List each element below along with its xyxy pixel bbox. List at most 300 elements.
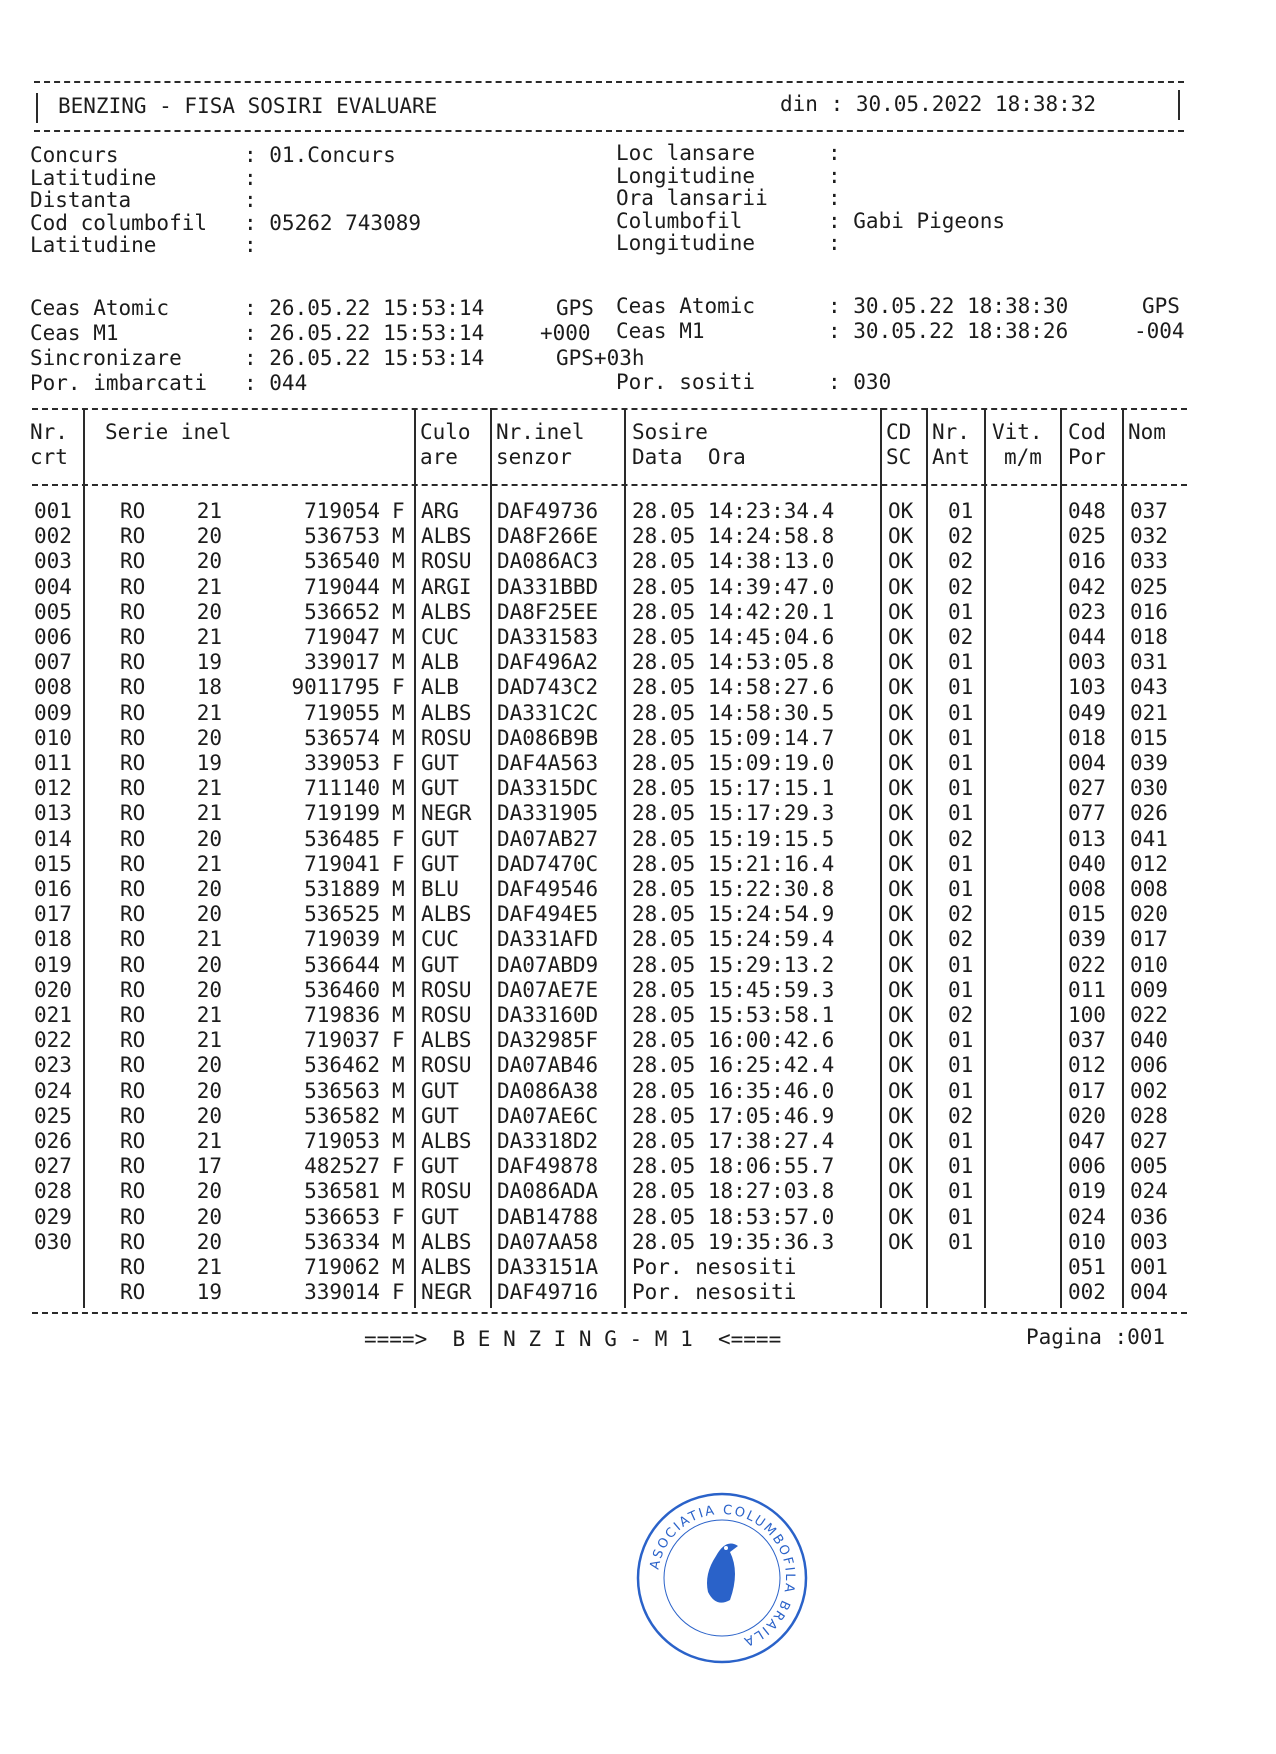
cell-year: 19 xyxy=(196,650,222,675)
clock-label: Por. sositi xyxy=(616,370,756,394)
info-label: Columbofil xyxy=(616,208,743,233)
cell-ant: 01 xyxy=(948,952,974,977)
cell-code: 020 xyxy=(1068,1103,1106,1128)
cell-nom: 032 xyxy=(1130,524,1168,549)
cell-sex: M xyxy=(392,1003,405,1027)
cell-ring: 536563 xyxy=(304,1078,380,1103)
cell-nom: 001 xyxy=(1130,1255,1168,1279)
cell-nom: 027 xyxy=(1130,1129,1168,1153)
cell-country: RO xyxy=(120,851,146,876)
table-row xyxy=(32,1179,1192,1204)
column-header-vit: m/m xyxy=(1004,445,1042,469)
info-label: Longitudine xyxy=(616,231,756,255)
cell-color: ROSU xyxy=(421,1003,472,1027)
cell-sensor: DA331905 xyxy=(497,801,599,826)
cell-cdsc: OK xyxy=(888,977,914,1002)
cell-sensor: DA086A38 xyxy=(497,1078,599,1103)
cell-code: 004 xyxy=(1068,751,1106,775)
cell-ring: 339017 xyxy=(304,650,380,675)
cell-code: 010 xyxy=(1068,1229,1106,1254)
table-row xyxy=(32,776,1192,801)
table-row xyxy=(32,675,1192,700)
cell-arrival: 28.05 15:24:54.9 xyxy=(632,902,835,927)
clock-value: : 30.05.22 18:38:26 xyxy=(828,319,1069,343)
cell-country: RO xyxy=(120,1229,146,1254)
cell-country: RO xyxy=(120,650,146,675)
cell-cdsc: OK xyxy=(888,1078,914,1103)
cell-country: RO xyxy=(120,499,146,523)
cell-country: RO xyxy=(120,549,146,574)
cell-country: RO xyxy=(120,826,146,851)
cell-nom: 022 xyxy=(1130,1003,1168,1027)
cell-color: GUT xyxy=(421,776,459,801)
cell-sex: M xyxy=(392,700,405,725)
cell-ring: 536652 xyxy=(304,599,380,624)
info-value: : xyxy=(244,233,257,257)
cell-sex: M xyxy=(392,1255,405,1279)
cell-color: ALBS xyxy=(421,1129,472,1153)
column-header-cd: CD xyxy=(886,420,912,444)
cell-sensor: DA3318D2 xyxy=(497,1129,599,1153)
cell-nom: 041 xyxy=(1130,826,1168,851)
cell-ant: 01 xyxy=(948,1204,974,1229)
cell-ring: 536644 xyxy=(304,952,380,977)
clock-value: : 26.05.22 15:53:14 xyxy=(244,346,485,370)
cell-sensor: DAF496A2 xyxy=(497,650,599,675)
clock-suffix: +000 xyxy=(540,321,591,345)
cell-nr: 030 xyxy=(34,1229,72,1254)
cell-sensor: DAB14788 xyxy=(497,1204,599,1229)
cell-ant: 01 xyxy=(948,1078,974,1103)
cell-cdsc: OK xyxy=(888,650,914,675)
cell-ant: 01 xyxy=(948,650,974,675)
cell-cdsc: OK xyxy=(888,927,914,952)
cell-sex: M xyxy=(392,549,405,574)
cell-color: ALBS xyxy=(421,700,472,725)
clock-value: : 030 xyxy=(828,370,892,394)
cell-country: RO xyxy=(120,1204,146,1229)
cell-nr: 016 xyxy=(34,877,72,901)
column-header-vit: Vit. xyxy=(992,420,1043,444)
table-row xyxy=(32,575,1192,600)
column-header-nrant: Ant xyxy=(932,445,970,469)
cell-nom: 024 xyxy=(1130,1179,1168,1204)
table-row xyxy=(32,801,1192,826)
cell-ant: 02 xyxy=(948,826,974,851)
cell-arrival: 28.05 14:45:04.6 xyxy=(632,625,835,649)
cell-arrival: 28.05 14:39:47.0 xyxy=(632,574,835,599)
cell-sex: M xyxy=(392,1103,405,1128)
cell-ant: 01 xyxy=(948,725,974,750)
cell-nr: 004 xyxy=(34,574,72,599)
cell-year: 19 xyxy=(196,751,222,775)
cell-ring: 536334 xyxy=(304,1229,380,1254)
cell-sex: M xyxy=(392,725,405,750)
cell-nr: 013 xyxy=(34,801,72,826)
cell-year: 20 xyxy=(196,599,222,624)
cell-sensor: DAF49716 xyxy=(497,1280,599,1305)
cell-arrival: 28.05 15:09:19.0 xyxy=(632,751,835,775)
cell-ant: 02 xyxy=(948,927,974,952)
cell-nr: 021 xyxy=(34,1003,72,1027)
info-label: Concurs xyxy=(30,143,119,167)
table-header-rule xyxy=(32,484,1187,486)
cell-country: RO xyxy=(120,1078,146,1103)
cell-color: ALB xyxy=(421,675,459,700)
cell-nom: 012 xyxy=(1130,851,1168,876)
cell-sensor: DA8F25EE xyxy=(497,599,599,624)
header-top-rule xyxy=(34,81,1184,83)
cell-ring: 719047 xyxy=(304,625,380,649)
info-value: : xyxy=(828,163,841,188)
info-value: : xyxy=(244,165,257,190)
table-row xyxy=(32,524,1192,549)
clock-label: Por. imbarcati xyxy=(30,371,208,395)
cell-ring: 536581 xyxy=(304,1179,380,1204)
cell-arrival: 28.05 15:09:14.7 xyxy=(632,725,835,750)
cell-year: 21 xyxy=(196,625,222,649)
cell-code: 015 xyxy=(1068,902,1106,927)
column-header-serie: Serie inel xyxy=(105,420,232,444)
footer-banner: ====> B E N Z I N G - M 1 <==== xyxy=(364,1327,782,1351)
cell-sensor: DA07ABD9 xyxy=(497,952,599,977)
cell-nom: 016 xyxy=(1130,599,1168,624)
cell-color: GUT xyxy=(421,1154,459,1179)
cell-cdsc: OK xyxy=(888,902,914,927)
cell-ant: 01 xyxy=(948,851,974,876)
report-date: din : 30.05.2022 18:38:32 xyxy=(780,92,1097,116)
cell-sensor: DA331583 xyxy=(497,625,599,649)
clock-suffix: GPS xyxy=(556,296,594,320)
cell-arrival: 28.05 15:17:29.3 xyxy=(632,801,835,826)
cell-cdsc: OK xyxy=(888,1204,914,1229)
cell-nom: 004 xyxy=(1130,1280,1168,1305)
cell-arrival: 28.05 14:58:27.6 xyxy=(632,675,835,700)
cell-year: 21 xyxy=(196,776,222,801)
cell-arrival: 28.05 18:06:55.7 xyxy=(632,1154,835,1179)
cell-country: RO xyxy=(120,1053,146,1078)
clock-suffix: GPS xyxy=(1142,294,1180,318)
column-header-sosire: Data Ora xyxy=(632,445,746,469)
cell-color: ARGI xyxy=(421,574,472,599)
cell-year: 21 xyxy=(196,1255,222,1279)
cell-year: 20 xyxy=(196,1179,222,1204)
cell-color: ARG xyxy=(421,499,459,523)
column-header-cod: Por xyxy=(1068,445,1106,469)
clock-label: Sincronizare xyxy=(30,346,182,370)
cell-nr: 009 xyxy=(34,700,72,725)
cell-year: 20 xyxy=(196,1103,222,1128)
table-row xyxy=(32,1028,1192,1053)
table-row xyxy=(32,600,1192,625)
cell-nom: 018 xyxy=(1130,625,1168,649)
cell-sex: F xyxy=(392,851,405,876)
report-title: BENZING - FISA SOSIRI EVALUARE xyxy=(58,94,438,118)
cell-color: ALBS xyxy=(421,902,472,927)
cell-color: GUT xyxy=(421,1103,459,1128)
cell-code: 047 xyxy=(1068,1129,1106,1153)
cell-ring: 339014 xyxy=(304,1280,380,1305)
cell-sensor: DA33151A xyxy=(497,1255,599,1279)
cell-color: NEGR xyxy=(421,801,472,826)
cell-nom: 009 xyxy=(1130,977,1168,1002)
cell-sensor: DA086AC3 xyxy=(497,549,599,574)
cell-country: RO xyxy=(120,599,146,624)
table-row xyxy=(32,549,1192,574)
column-header-nr: Nr. xyxy=(30,420,68,444)
cell-code: 100 xyxy=(1068,1003,1106,1027)
cell-year: 20 xyxy=(196,877,222,901)
cell-sex: F xyxy=(392,675,405,700)
cell-ant: 01 xyxy=(948,1053,974,1078)
info-label: Longitudine xyxy=(616,163,756,188)
cell-color: NEGR xyxy=(421,1280,472,1305)
table-row xyxy=(32,625,1192,650)
table-row xyxy=(32,1003,1192,1028)
table-row xyxy=(32,927,1192,952)
cell-sex: F xyxy=(392,751,405,775)
cell-sensor: DA07AA58 xyxy=(497,1229,599,1254)
cell-nom: 020 xyxy=(1130,902,1168,927)
cell-sex: M xyxy=(392,625,405,649)
cell-nr: 005 xyxy=(34,599,72,624)
column-header-nr: crt xyxy=(30,445,68,469)
cell-nom: 039 xyxy=(1130,751,1168,775)
cell-code: 049 xyxy=(1068,700,1106,725)
cell-nom: 030 xyxy=(1130,776,1168,801)
cell-code: 002 xyxy=(1068,1280,1106,1305)
cell-nr: 010 xyxy=(34,725,72,750)
column-header-nom: Nom xyxy=(1128,420,1166,444)
cell-year: 21 xyxy=(196,574,222,599)
cell-color: ROSU xyxy=(421,1179,472,1204)
cell-arrival: 28.05 16:35:46.0 xyxy=(632,1078,835,1103)
cell-nr: 014 xyxy=(34,826,72,851)
table-row xyxy=(32,1129,1192,1154)
cell-ring: 719044 xyxy=(304,574,380,599)
cell-ring: 719053 xyxy=(304,1129,380,1153)
cell-arrival: 28.05 15:24:59.4 xyxy=(632,927,835,952)
column-header-cd: SC xyxy=(886,445,912,469)
cell-nom: 002 xyxy=(1130,1078,1168,1103)
cell-nom: 028 xyxy=(1130,1103,1168,1128)
table-row xyxy=(32,726,1192,751)
cell-ring: 719062 xyxy=(304,1255,380,1279)
cell-nom: 017 xyxy=(1130,927,1168,952)
cell-code: 042 xyxy=(1068,574,1106,599)
cell-ant: 01 xyxy=(948,1129,974,1153)
cell-sex: F xyxy=(392,1028,405,1053)
table-top-rule xyxy=(32,408,1187,410)
cell-arrival: 28.05 14:53:05.8 xyxy=(632,650,835,675)
column-header-culoare: are xyxy=(420,445,458,469)
cell-arrival: 28.05 15:19:15.5 xyxy=(632,826,835,851)
cell-ring: 531889 xyxy=(304,877,380,901)
cell-code: 024 xyxy=(1068,1204,1106,1229)
cell-year: 20 xyxy=(196,1078,222,1103)
cell-cdsc: OK xyxy=(888,1179,914,1204)
clock-value: : 044 xyxy=(244,371,308,395)
cell-arrival: 28.05 14:23:34.4 xyxy=(632,499,835,523)
cell-nr: 024 xyxy=(34,1078,72,1103)
cell-code: 008 xyxy=(1068,877,1106,901)
cell-country: RO xyxy=(120,725,146,750)
cell-ant: 01 xyxy=(948,776,974,801)
table-row xyxy=(32,1255,1192,1280)
cell-sex: F xyxy=(392,1154,405,1179)
cell-nr: 015 xyxy=(34,851,72,876)
cell-code: 103 xyxy=(1068,675,1106,700)
cell-ant: 01 xyxy=(948,751,974,775)
cell-code: 006 xyxy=(1068,1154,1106,1179)
cell-code: 044 xyxy=(1068,625,1106,649)
cell-cdsc: OK xyxy=(888,1003,914,1027)
cell-cdsc: OK xyxy=(888,1129,914,1153)
cell-nom: 005 xyxy=(1130,1154,1168,1179)
cell-sensor: DAF4A563 xyxy=(497,751,599,775)
cell-ant: 02 xyxy=(948,1103,974,1128)
cell-ring: 719055 xyxy=(304,700,380,725)
table-row xyxy=(32,1280,1192,1305)
info-value: : xyxy=(828,231,841,255)
cell-ring: 536582 xyxy=(304,1103,380,1128)
cell-code: 051 xyxy=(1068,1255,1106,1279)
cell-ant: 01 xyxy=(948,801,974,826)
cell-sensor: DAD743C2 xyxy=(497,675,599,700)
cell-code: 025 xyxy=(1068,524,1106,549)
cell-arrival: 28.05 15:22:30.8 xyxy=(632,877,835,901)
cell-color: CUC xyxy=(421,927,459,952)
cell-arrival: 28.05 14:42:20.1 xyxy=(632,599,835,624)
cell-ant: 02 xyxy=(948,574,974,599)
cell-sex: M xyxy=(392,574,405,599)
cell-ring: 536653 xyxy=(304,1204,380,1229)
cell-country: RO xyxy=(120,977,146,1002)
cell-nr: 001 xyxy=(34,499,72,523)
info-value: : 05262 743089 xyxy=(244,210,422,235)
cell-nom: 036 xyxy=(1130,1204,1168,1229)
cell-sensor: DA8F266E xyxy=(497,524,599,549)
info-value: : 01.Concurs xyxy=(244,143,396,167)
cell-ant: 02 xyxy=(948,902,974,927)
cell-year: 20 xyxy=(196,977,222,1002)
cell-code: 016 xyxy=(1068,549,1106,574)
column-header-nrant: Nr. xyxy=(932,420,970,444)
cell-country: RO xyxy=(120,574,146,599)
cell-code: 018 xyxy=(1068,725,1106,750)
cell-cdsc: OK xyxy=(888,776,914,801)
cell-nom: 037 xyxy=(1130,499,1168,523)
cell-year: 17 xyxy=(196,1154,222,1179)
cell-country: RO xyxy=(120,524,146,549)
cell-nr: 027 xyxy=(34,1154,72,1179)
cell-ring: 9011795 xyxy=(291,675,380,700)
cell-color: ALB xyxy=(421,650,459,675)
clock-value: : 30.05.22 18:38:30 xyxy=(828,294,1069,318)
cell-ant: 02 xyxy=(948,524,974,549)
cell-ant: 02 xyxy=(948,625,974,649)
cell-year: 21 xyxy=(196,1129,222,1153)
cell-nr: 026 xyxy=(34,1129,72,1153)
cell-nr: 007 xyxy=(34,650,72,675)
association-stamp xyxy=(634,1490,810,1666)
cell-sensor: DA331BBD xyxy=(497,574,599,599)
cell-year: 20 xyxy=(196,1229,222,1254)
cell-cdsc: OK xyxy=(888,751,914,775)
column-header-nrinel: Nr.inel xyxy=(496,420,585,444)
cell-ant: 02 xyxy=(948,1003,974,1027)
cell-sex: M xyxy=(392,776,405,801)
cell-nr: 012 xyxy=(34,776,72,801)
cell-country: RO xyxy=(120,877,146,901)
cell-ring: 711140 xyxy=(304,776,380,801)
column-header-nrinel: senzor xyxy=(496,445,572,469)
cell-arrival: 28.05 15:21:16.4 xyxy=(632,851,835,876)
info-label: Latitudine xyxy=(30,233,157,257)
cell-cdsc: OK xyxy=(888,1229,914,1254)
info-value: : xyxy=(828,186,841,210)
cell-nom: 015 xyxy=(1130,725,1168,750)
cell-sex: M xyxy=(392,650,405,675)
cell-code: 027 xyxy=(1068,776,1106,801)
table-row xyxy=(32,978,1192,1003)
table-row xyxy=(32,1104,1192,1129)
cell-sex: M xyxy=(392,1078,405,1103)
table-row xyxy=(32,499,1192,524)
cell-cdsc: OK xyxy=(888,801,914,826)
cell-sensor: DA07AB46 xyxy=(497,1053,599,1078)
cell-sex: M xyxy=(392,1179,405,1204)
cell-year: 21 xyxy=(196,700,222,725)
cell-cdsc: OK xyxy=(888,524,914,549)
cell-sensor: DAF494E5 xyxy=(497,902,599,927)
page-number: Pagina :001 xyxy=(1026,1325,1166,1349)
cell-cdsc: OK xyxy=(888,952,914,977)
cell-code: 040 xyxy=(1068,851,1106,876)
cell-color: GUT xyxy=(421,1078,459,1103)
cell-year: 21 xyxy=(196,1003,222,1027)
cell-ring: 536460 xyxy=(304,977,380,1002)
cell-cdsc: OK xyxy=(888,700,914,725)
cell-arrival: 28.05 19:35:36.3 xyxy=(632,1229,835,1254)
cell-code: 039 xyxy=(1068,927,1106,952)
cell-sensor: DA086B9B xyxy=(497,725,599,750)
cell-code: 011 xyxy=(1068,977,1106,1002)
cell-arrival: 28.05 15:17:15.1 xyxy=(632,776,835,801)
info-value: : xyxy=(244,188,257,212)
cell-cdsc: OK xyxy=(888,725,914,750)
cell-sex: M xyxy=(392,1053,405,1078)
table-bottom-rule xyxy=(32,1312,1187,1314)
cell-nr: 006 xyxy=(34,625,72,649)
column-header-sosire: Sosire xyxy=(632,420,708,444)
cell-nom: 040 xyxy=(1130,1028,1168,1053)
table-row xyxy=(32,1079,1192,1104)
cell-arrival: 28.05 18:53:57.0 xyxy=(632,1204,835,1229)
cell-sex: F xyxy=(392,826,405,851)
cell-ring: 536574 xyxy=(304,725,380,750)
info-value: : Gabi Pigeons xyxy=(828,208,1006,233)
cell-color: ROSU xyxy=(421,725,472,750)
cell-sensor: DAF49878 xyxy=(497,1154,599,1179)
cell-nr: 017 xyxy=(34,902,72,927)
cell-ring: 536753 xyxy=(304,524,380,549)
cell-nom: 008 xyxy=(1130,877,1168,901)
cell-ring: 339053 xyxy=(304,751,380,775)
table-row xyxy=(32,1154,1192,1179)
cell-year: 20 xyxy=(196,826,222,851)
cell-nr: 028 xyxy=(34,1179,72,1204)
